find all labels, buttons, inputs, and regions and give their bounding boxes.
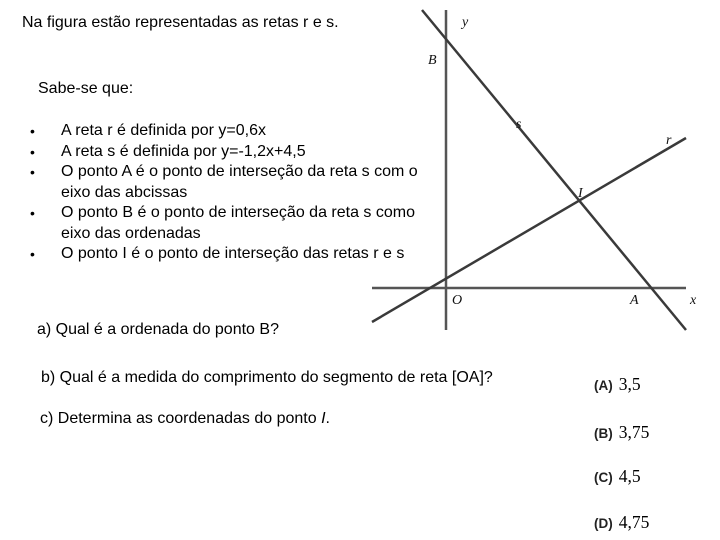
problem-statement: Na figura estão representadas as retas r e s. [22, 14, 339, 31]
option-value: 3,75 [618, 422, 650, 442]
option-b[interactable] [594, 422, 649, 443]
question-c [40, 410, 330, 428]
fact-item: • O ponto A é o ponto de interseção da reta s com o eixo das abcissas [30, 162, 420, 203]
line-r [372, 138, 686, 322]
question-c-point: I [321, 410, 326, 427]
option-label: (C) [594, 470, 613, 485]
option-value: 4,5 [618, 466, 641, 486]
option-c[interactable] [594, 466, 641, 487]
fact-item: • O ponto B é o ponto de interseção da reta s como eixo das ordenadas [30, 203, 420, 244]
line-s [422, 10, 686, 330]
option-value: 4,75 [618, 512, 650, 532]
fact-item: • O ponto I é o ponto de interseção das retas r e s [30, 244, 420, 265]
option-a[interactable] [594, 374, 641, 395]
fact-item: • A reta r é definida por y=0,6x [30, 121, 420, 142]
point-b-label: B [428, 53, 437, 68]
option-label: (B) [594, 426, 613, 441]
point-a-label: A [630, 293, 639, 308]
question-b: b) Qual é a medida do comprimento do segmento de reta [OA]? [41, 369, 493, 386]
x-axis-label: x [690, 293, 697, 308]
option-d[interactable] [594, 512, 649, 533]
point-i-label: I [578, 186, 583, 201]
line-s-label: s [516, 117, 522, 132]
y-axis-label: y [462, 15, 469, 30]
intro-text: Sabe-se que: [38, 80, 134, 97]
option-value: 3,5 [618, 374, 641, 394]
fact-item: • A reta s é definida por y=-1,2x+4,5 [30, 142, 420, 163]
line-r-label: r [666, 133, 672, 148]
option-label: (D) [594, 516, 613, 531]
option-label: (A) [594, 378, 613, 393]
origin-label: O [452, 293, 463, 308]
question-c-end: . [325, 410, 330, 427]
question-a: a) Qual é a ordenada do ponto B? [37, 321, 279, 338]
question-c-text: c) Determina as coordenadas do ponto [40, 410, 322, 427]
